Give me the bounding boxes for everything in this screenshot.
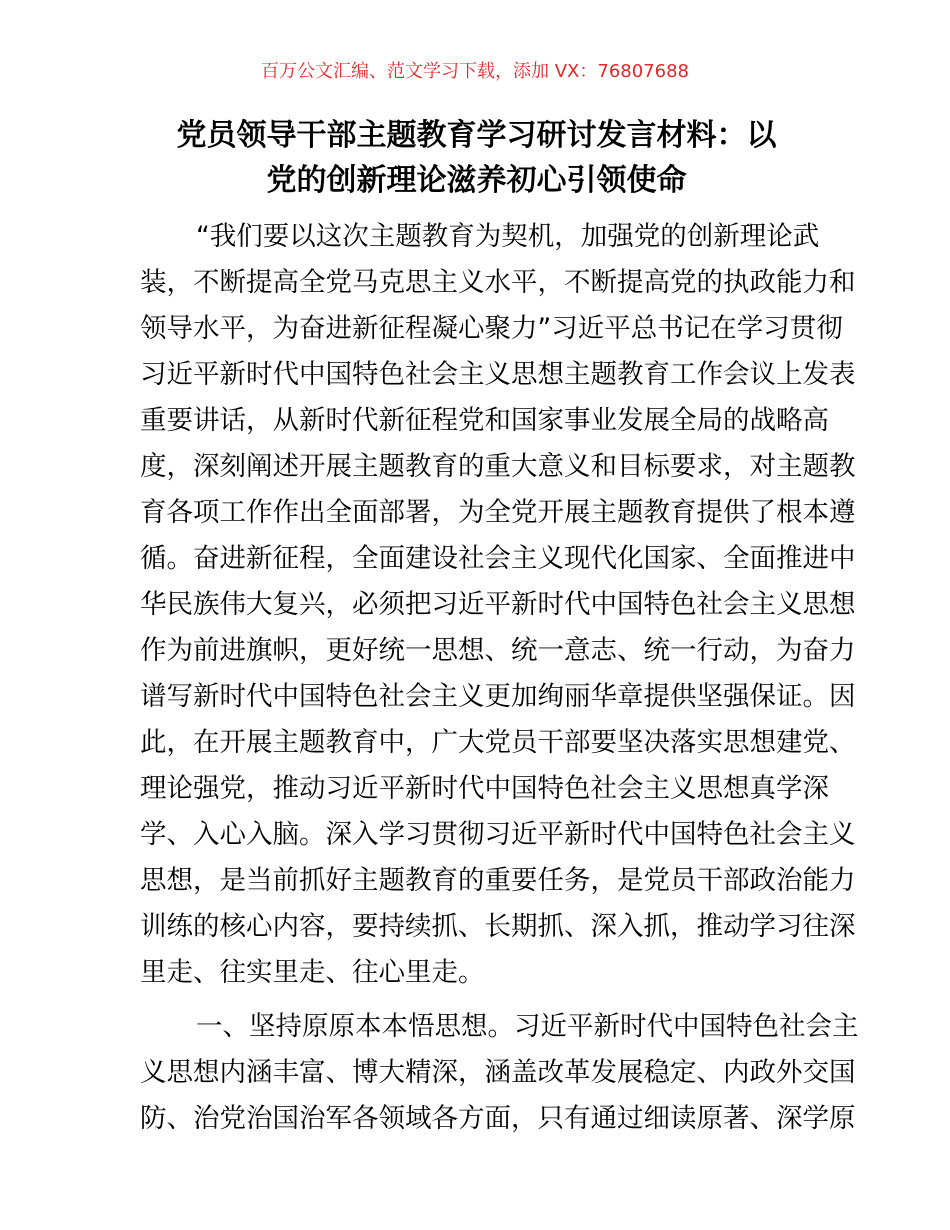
paragraph-1-line: 度，深刻阐述开展主题教育的重大意义和目标要求，对主题教 xyxy=(140,451,856,482)
paragraph-1-line: 华民族伟大复兴，必须把习近平新时代中国特色社会主义思想 xyxy=(140,589,856,620)
paragraph-1-line: 育各项工作作出全面部署，为全党开展主题教育提供了根本遵 xyxy=(140,497,856,528)
paragraph-1-line: 谱写新时代中国特色社会主义更加绚丽华章提供坚强保证。因 xyxy=(140,681,856,712)
paragraph-1-line: 领导水平，为奋进新征程凝心聚力”习近平总书记在学习贯彻 xyxy=(140,313,843,344)
paragraph-1-line: 装，不断提高全党马克思主义水平，不断提高党的执政能力和 xyxy=(140,267,856,298)
paragraph-1-line: 作为前进旗帜，更好统一思想、统一意志、统一行动，为奋力 xyxy=(140,635,856,666)
paragraph-2-line: 防、治党治国治军各领域各方面，只有通过细读原著、深学原 xyxy=(140,1103,856,1134)
watermark-header: 百万公文汇编、范文学习下载，添加 VX：76807688 xyxy=(261,61,689,82)
document-title-line-2: 党的创新理论滋养初心引领使命 xyxy=(266,163,687,198)
paragraph-1-line: 习近平新时代中国特色社会主义思想主题教育工作会议上发表 xyxy=(140,359,856,390)
paragraph-1-line: 思想，是当前抓好主题教育的重要任务，是党员干部政治能力 xyxy=(140,865,856,896)
document-title-line-1: 党员领导干部主题教育学习研讨发言材料：以 xyxy=(176,118,777,153)
paragraph-1-line: “我们要以这次主题教育为契机，加强党的创新理论武 xyxy=(196,221,820,252)
paragraph-1-line: 循。奋进新征程，全面建设社会主义现代化国家、全面推进中 xyxy=(140,543,856,574)
paragraph-1-line: 理论强党，推动习近平新时代中国特色社会主义思想真学深 xyxy=(140,773,829,804)
paragraph-1-line: 此，在开展主题教育中，广大党员干部要坚决落实思想建党、 xyxy=(140,727,856,758)
paragraph-1-line: 里走、往实里走、往心里走。 xyxy=(140,957,485,988)
paragraph-2-line: 义思想内涵丰富、博大精深，涵盖改革发展稳定、内政外交国 xyxy=(140,1057,856,1088)
paragraph-1-line: 训练的核心内容，要持续抓、长期抓、深入抓，推动学习往深 xyxy=(140,911,856,942)
paragraph-1-line: 学、入心入脑。深入学习贯彻习近平新时代中国特色社会主义 xyxy=(140,819,856,850)
paragraph-1-line: 重要讲话，从新时代新征程党和国家事业发展全局的战略高 xyxy=(140,405,829,436)
paragraph-2-line: 一、坚持原原本本悟思想。习近平新时代中国特色社会主 xyxy=(196,1011,859,1042)
